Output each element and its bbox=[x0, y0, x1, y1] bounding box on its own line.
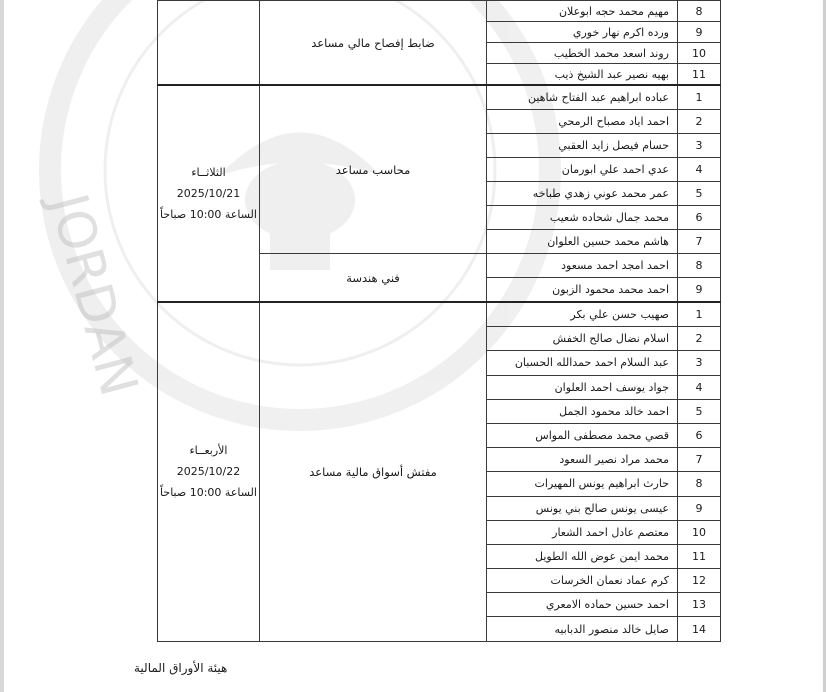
exam-time: الساعة 10:00 صباحاً bbox=[160, 208, 257, 221]
row-number: 9 bbox=[678, 496, 721, 520]
row-number: 8 bbox=[678, 254, 721, 278]
table-row bbox=[158, 85, 721, 110]
exam-date: 2025/10/22 bbox=[176, 465, 241, 479]
job-title: محاسب مساعد bbox=[260, 85, 487, 254]
table-row bbox=[158, 302, 721, 327]
candidate-name: عباده ابراهيم عبد الفتاح شاهين bbox=[487, 85, 678, 110]
table-row bbox=[158, 1, 721, 22]
candidate-name: قصي محمد مصطفى المواس bbox=[487, 423, 678, 447]
row-number: 3 bbox=[678, 134, 721, 158]
row-number: 9 bbox=[678, 22, 721, 43]
exam-day: الثلاثــاء bbox=[191, 166, 226, 179]
candidate-name: معتصم عادل احمد الشعار bbox=[487, 520, 678, 544]
watermark-text: JORDAN bbox=[37, 187, 149, 403]
exam-schedule-table bbox=[157, 0, 721, 642]
exam-day: الأربعــاء bbox=[189, 444, 228, 458]
exam-date-cell bbox=[158, 85, 260, 302]
row-number: 6 bbox=[678, 423, 721, 447]
job-title: فني هندسة bbox=[260, 254, 487, 303]
row-number: 5 bbox=[678, 399, 721, 423]
row-number: 9 bbox=[678, 278, 721, 303]
row-number: 7 bbox=[678, 230, 721, 254]
row-number: 8 bbox=[678, 1, 721, 22]
job-title: ضابط إفصاح مالي مساعد bbox=[260, 1, 487, 86]
exam-date-cell bbox=[158, 1, 260, 86]
candidate-name: محمد مراد نصير السعود bbox=[487, 448, 678, 472]
row-number: 11 bbox=[678, 544, 721, 568]
row-number: 13 bbox=[678, 593, 721, 617]
candidate-name: احمد خالد محمود الجمل bbox=[487, 399, 678, 423]
candidate-name: بهيه نصير عبد الشيخ ذيب bbox=[487, 64, 678, 86]
row-number: 1 bbox=[678, 85, 721, 110]
candidate-name: احمد حسين حماده الامعري bbox=[487, 593, 678, 617]
candidate-name: احمد محمد محمود الزبون bbox=[487, 278, 678, 303]
row-number: 3 bbox=[678, 351, 721, 375]
row-number: 5 bbox=[678, 182, 721, 206]
candidate-name: روند اسعد محمد الخطيب bbox=[487, 43, 678, 64]
candidate-name: حسام فيصل زايد العقبي bbox=[487, 134, 678, 158]
exam-date-cell bbox=[158, 302, 260, 641]
job-title: مفتش أسواق مالية مساعد bbox=[260, 302, 487, 641]
row-number: 4 bbox=[678, 158, 721, 182]
row-number: 7 bbox=[678, 448, 721, 472]
exam-date: 2025/10/21 bbox=[176, 187, 241, 200]
row-number: 14 bbox=[678, 617, 721, 641]
row-number: 2 bbox=[678, 327, 721, 351]
candidate-name: كرم عماد نعمان الخرسات bbox=[487, 569, 678, 593]
candidate-name: صهيب حسن علي بكر bbox=[487, 302, 678, 327]
candidate-name: حارث ابراهيم يونس المهيرات bbox=[487, 472, 678, 496]
candidate-name: ورده اكرم نهار خوري bbox=[487, 22, 678, 43]
row-number: 2 bbox=[678, 110, 721, 134]
page-border-left bbox=[0, 0, 4, 692]
row-number: 12 bbox=[678, 569, 721, 593]
candidate-name: عيسى يونس صالح بني يونس bbox=[487, 496, 678, 520]
candidate-name: اسلام نضال صالح الخفش bbox=[487, 327, 678, 351]
row-number: 6 bbox=[678, 206, 721, 230]
row-number: 10 bbox=[678, 520, 721, 544]
row-number: 10 bbox=[678, 43, 721, 64]
candidate-name: عمر محمد عوني زهدي طباخه bbox=[487, 182, 678, 206]
footer-org-name: هيئة الأوراق المالية bbox=[134, 661, 228, 675]
candidate-name: مهيم محمد حجه ابوعلان bbox=[487, 1, 678, 22]
candidate-name: هاشم محمد حسين العلوان bbox=[487, 230, 678, 254]
candidate-name: جواد يوسف احمد العلوان bbox=[487, 375, 678, 399]
row-number: 1 bbox=[678, 302, 721, 327]
row-number: 4 bbox=[678, 375, 721, 399]
exam-time: الساعة 10:00 صباحاً bbox=[160, 486, 257, 500]
candidate-name: عبد السلام احمد حمدالله الحسبان bbox=[487, 351, 678, 375]
candidate-name: احمد امجد احمد مسعود bbox=[487, 254, 678, 278]
candidate-name: عدي احمد علي ابورمان bbox=[487, 158, 678, 182]
candidate-name: صايل خالد منصور الدبابيه bbox=[487, 617, 678, 641]
row-number: 8 bbox=[678, 472, 721, 496]
row-number: 11 bbox=[678, 64, 721, 86]
candidate-name: محمد ايمن عوض الله الطويل bbox=[487, 544, 678, 568]
candidate-name: محمد جمال شحاده شعيب bbox=[487, 206, 678, 230]
candidate-name: احمد اياد مصباح الرمحي bbox=[487, 110, 678, 134]
